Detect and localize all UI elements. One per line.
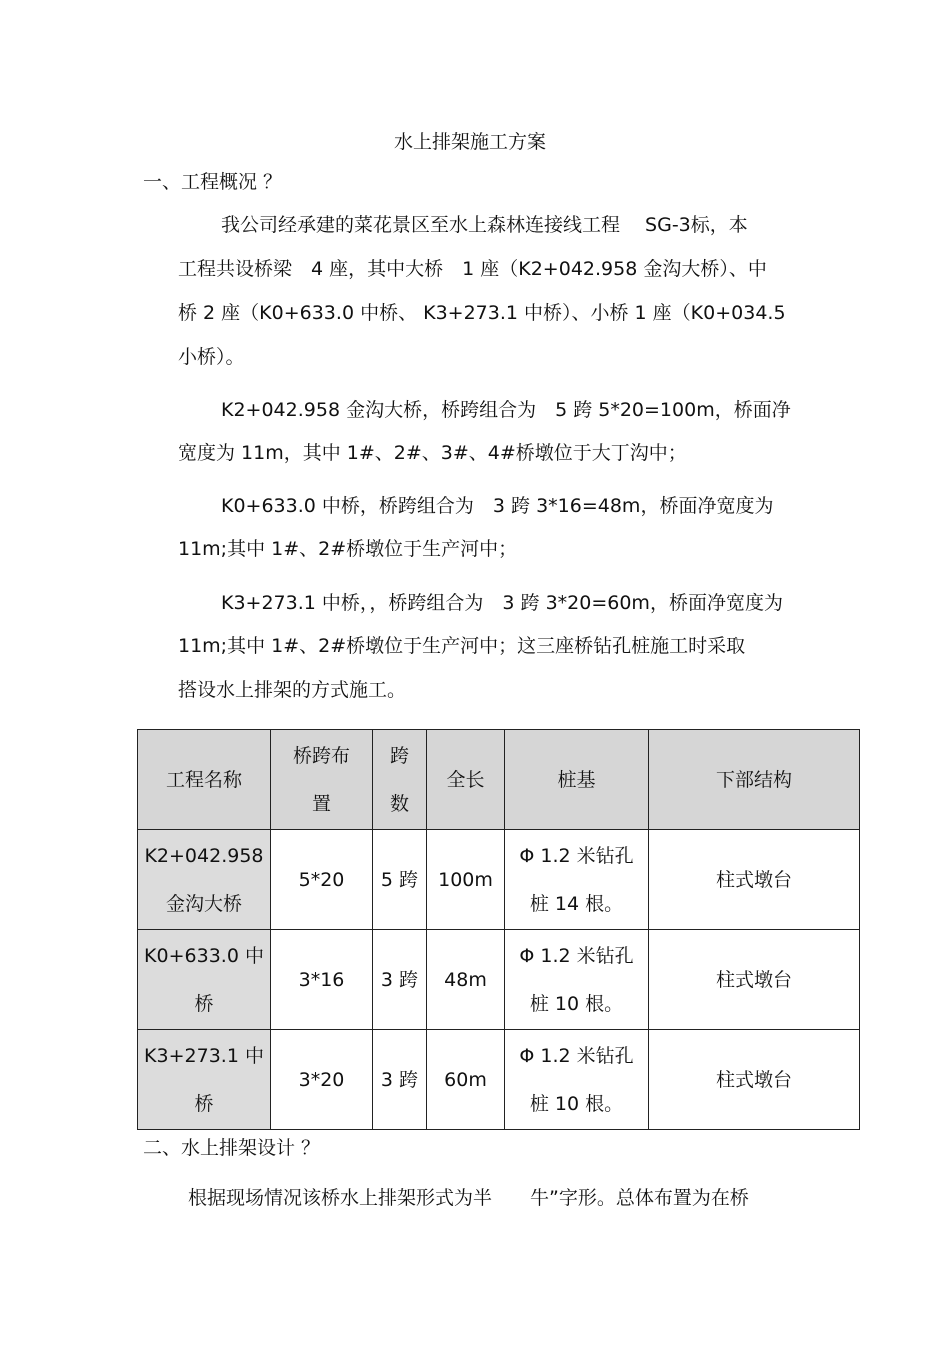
paragraph-line: 工程共设桥梁 4 座，其中大桥 1 座（K2+042.958 金沟大桥）、中 xyxy=(178,258,767,280)
paragraph-line: 我公司经承建的菜花景区至水上森林连接线工程 SG-3标，本 xyxy=(221,214,748,236)
header-cell-project-name: 工程名称 xyxy=(138,730,271,830)
cell-span-layout: 5*20 xyxy=(271,830,373,930)
cell-pile: Φ 1.2 米钻孔 桩 10 根。 xyxy=(505,930,649,1030)
table-row xyxy=(138,930,860,1030)
cell-substructure: 柱式墩台 xyxy=(649,1030,860,1130)
table-row xyxy=(138,830,860,930)
document-title: 水上排架施工方案 xyxy=(393,131,546,153)
paragraph-line: 11m;其中 1#、2#桥墩位于生产河中；这三座桥钻孔桩施工时采取 xyxy=(178,635,746,657)
cell-project-name: K2+042.958 金沟大桥 xyxy=(138,830,271,930)
cell-span-layout: 3*20 xyxy=(271,1030,373,1130)
cell-length: 48m xyxy=(427,930,505,1030)
paragraph-line: 搭设水上排架的方式施工。 xyxy=(178,679,407,701)
cell-pile: Φ 1.2 米钻孔 桩 14 根。 xyxy=(505,830,649,930)
cell-span-count: 5 跨 xyxy=(373,830,427,930)
section-heading-overview: 一、工程概况 ？ xyxy=(143,171,283,193)
cell-substructure: 柱式墩台 xyxy=(649,830,860,930)
header-cell-span-layout: 桥跨布 置 xyxy=(271,730,373,830)
paragraph-line: K0+633.0 中桥，桥跨组合为 3 跨 3*16=48m，桥面净宽度为 xyxy=(221,495,774,517)
paragraph-line: 11m;其中 1#、2#桥墩位于生产河中； xyxy=(178,538,518,560)
table-row xyxy=(138,1030,860,1130)
header-cell-span-count: 跨 数 xyxy=(373,730,427,830)
header-cell-length: 全长 xyxy=(427,730,505,830)
cell-span-count: 3 跨 xyxy=(373,930,427,1030)
cell-substructure: 柱式墩台 xyxy=(649,930,860,1030)
cell-length: 100m xyxy=(427,830,505,930)
section-heading-design: 二、水上排架设计 ？ xyxy=(143,1137,321,1159)
header-cell-substructure: 下部结构 xyxy=(649,730,860,830)
cell-span-count: 3 跨 xyxy=(373,1030,427,1130)
paragraph-line: K2+042.958 金沟大桥，桥跨组合为 5 跨 5*20=100m，桥面净 xyxy=(221,399,791,421)
cell-project-name: K0+633.0 中 桥 xyxy=(138,930,271,1030)
paragraph-line: 根据现场情况该桥水上排架形式为半 牛”字形。总体布置为在桥 xyxy=(188,1187,749,1209)
paragraph-line: 桥 2 座（K0+633.0 中桥、 K3+273.1 中桥）、小桥 1 座（K0+034.5 xyxy=(178,302,786,324)
cell-pile: Φ 1.2 米钻孔 桩 10 根。 xyxy=(505,1030,649,1130)
cell-span-layout: 3*16 xyxy=(271,930,373,1030)
cell-length: 60m xyxy=(427,1030,505,1130)
header-cell-pile: 桩基 xyxy=(505,730,649,830)
paragraph-line: K3+273.1 中桥，，桥跨组合为 3 跨 3*20=60m，桥面净宽度为 xyxy=(221,592,783,614)
paragraph-line: 宽度为 11m，其中 1#、2#、3#、4#桥墩位于大丁沟中； xyxy=(178,442,687,464)
bridge-spec-table xyxy=(137,729,860,1130)
table-header-row xyxy=(138,730,860,830)
cell-project-name: K3+273.1 中 桥 xyxy=(138,1030,271,1130)
paragraph-line: 小桥）。 xyxy=(178,346,245,368)
